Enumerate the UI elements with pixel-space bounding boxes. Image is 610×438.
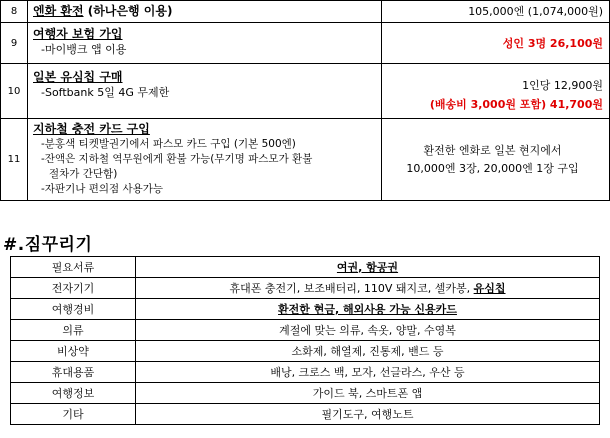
row-description xyxy=(28,64,382,119)
table-row xyxy=(11,362,600,383)
row-detail: 절차가 간단함) xyxy=(49,168,118,180)
packing-label: 필요서류 xyxy=(11,257,136,278)
row-value-line: 1인당 12,900원 xyxy=(522,79,603,92)
row-detail: -잔액은 지하철 역무원에게 환불 가능(무기명 파스모가 환불 xyxy=(41,153,313,165)
table-row xyxy=(1,23,610,64)
table-row xyxy=(1,64,610,119)
packing-value xyxy=(136,299,600,320)
row-value-line: 10,000엔 3장, 20,000엔 1장 구입 xyxy=(406,162,579,175)
row-detail: -마이뱅크 앱 이용 xyxy=(41,43,127,56)
packing-label: 비상약 xyxy=(11,341,136,362)
table-row xyxy=(11,257,600,278)
packing-table xyxy=(10,256,600,425)
packing-label: 휴대용품 xyxy=(11,362,136,383)
table-row xyxy=(11,278,600,299)
packing-label: 여행정보 xyxy=(11,383,136,404)
row-number: 11 xyxy=(1,119,28,201)
packing-label: 전자기기 xyxy=(11,278,136,299)
row-description xyxy=(28,119,382,201)
section-title: #.짐꾸리기 xyxy=(3,235,93,255)
packing-value: 필기도구, 여행노트 xyxy=(136,404,600,425)
row-detail: -분홍색 티켓발권기에서 파스모 카드 구입 (기본 500엔) xyxy=(41,138,296,150)
row-detail: -자판기나 편의점 사용가능 xyxy=(41,183,164,195)
table-row xyxy=(1,1,610,23)
packing-value-text: 여권, 항공권 xyxy=(336,260,399,274)
packing-value-text: 휴대폰 충전기, 보조배터리, 110V 돼지코, 셀카봉, xyxy=(229,281,474,295)
table-row xyxy=(11,404,600,425)
table-row xyxy=(11,341,600,362)
row-title: 엔화 환전 xyxy=(33,4,84,18)
packing-value xyxy=(136,257,600,278)
packing-value-emphasis: 유심칩 xyxy=(473,281,506,295)
table-row xyxy=(11,383,600,404)
table-row xyxy=(11,320,600,341)
row-title: 지하철 충전 카드 구입 xyxy=(33,122,150,136)
row-title: 여행자 보험 가입 xyxy=(33,27,123,41)
row-value-highlight: 성인 3명 26,100원 xyxy=(502,36,603,50)
table-row xyxy=(11,299,600,320)
table-row xyxy=(1,119,610,201)
row-value xyxy=(382,119,610,201)
packing-value-text: 환전한 현금, 해외사용 가능 신용카드 xyxy=(278,302,457,316)
row-description xyxy=(28,1,382,23)
row-title: 일본 유심칩 구매 xyxy=(33,70,123,84)
row-value-line: 환전한 엔화로 일본 현지에서 xyxy=(423,144,562,157)
row-description xyxy=(28,23,382,64)
packing-value: 소화제, 해열제, 진통제, 밴드 등 xyxy=(136,341,600,362)
row-number: 9 xyxy=(1,23,28,64)
packing-value xyxy=(136,278,600,299)
packing-label: 의류 xyxy=(11,320,136,341)
row-value xyxy=(382,64,610,119)
packing-label: 여행경비 xyxy=(11,299,136,320)
row-value xyxy=(382,23,610,64)
row-detail: -Softbank 5일 4G 무제한 xyxy=(41,86,170,99)
row-number: 8 xyxy=(1,1,28,23)
packing-value: 배낭, 크로스 백, 모자, 선글라스, 우산 등 xyxy=(136,362,600,383)
row-number: 10 xyxy=(1,64,28,119)
row-title-suffix: (하나은행 이용) xyxy=(83,4,173,18)
itinerary-table xyxy=(0,0,610,201)
packing-value: 계절에 맞는 의류, 속옷, 양말, 수영복 xyxy=(136,320,600,341)
row-value: 105,000엔 (1,074,000원) xyxy=(382,1,610,23)
packing-label: 기타 xyxy=(11,404,136,425)
packing-value: 가이드 북, 스마트폰 앱 xyxy=(136,383,600,404)
row-value-highlight: (배송비 3,000원 포함) 41,700원 xyxy=(429,98,603,111)
